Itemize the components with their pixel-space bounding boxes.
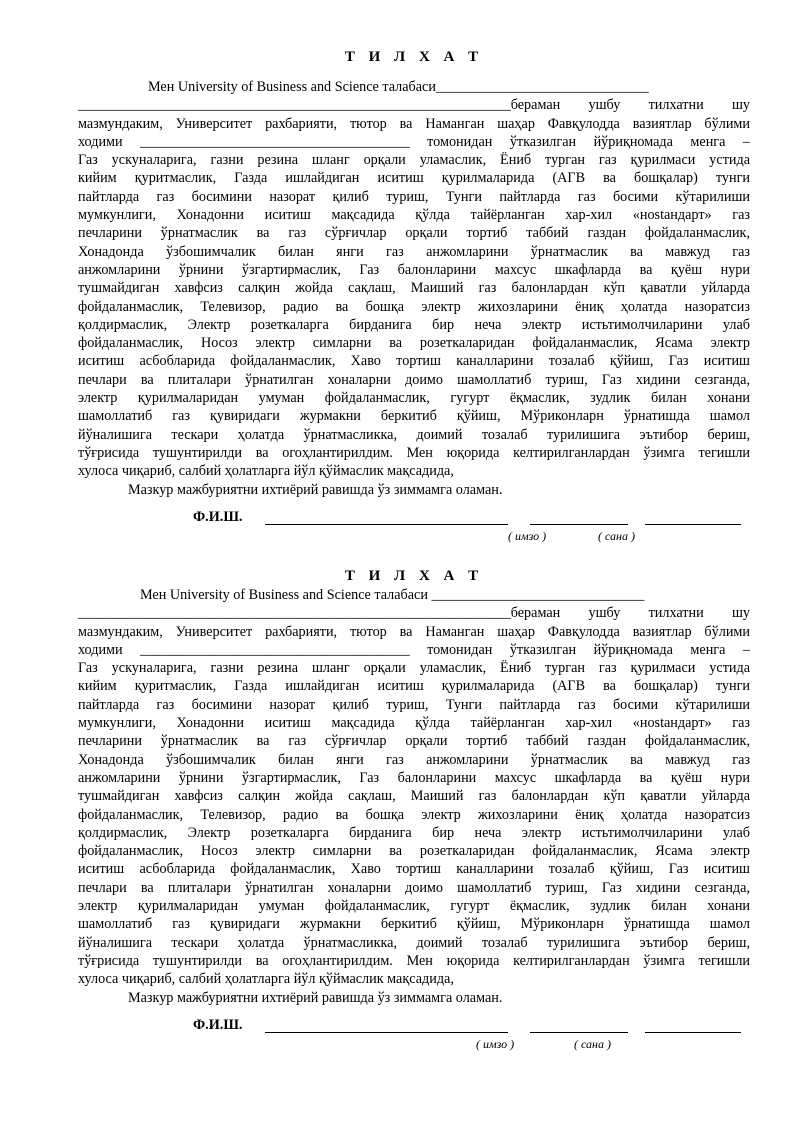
text-line: хулоса чиқариб, салбий ҳолатларга йўл қўймаслик мақсадида, [78,463,454,480]
text-line: иситиш асбобларида фойдаланмаслик, Хаво тортиш каналларини тозалаб қўйиш, Газ иситиш [78,353,750,370]
text-line: фойдаланмаслик, Носоз электр симларни ва розеткаларидан фойдаланмаслик, Ясама электр [78,335,750,352]
text-line: тўғрисида тушунтирилди ва огоҳлантирилдим. Мен юқорида келтирилганлардан ўзимга тегишли [78,444,750,461]
text-line: қолдирмаслик, Электр розеткаларга бирданига бир неча электр истьтимолчиларини улаб [78,316,750,333]
text-line: электр қурилмаларидан умуман фойдаланмаслик, гугурт ёқмаслик, зудлик билан хонани [78,390,750,407]
text-line: шамоллатиб газ қувиридаги журмакни беркитиб қўйиш, Мўриконларн ўрнатишда шамол [78,408,750,425]
text-line: тушмайдиган хавфсиз салқин жойда сақлаш, Маиший газ балонлардан кўп қаватли уйларда [78,280,750,297]
receipt-1 [78,47,750,547]
text-line: печлари ва плиталари ўрнатилган хоналарни доимо шамоллатиб туриш, Газ хидини сезганда, [78,879,750,896]
fio-line[interactable] [265,1032,508,1033]
text-line: тўғрисида тушунтирилди ва огоҳлантирилдим. Мен юқорида келтирилганлардан ўзимга тегишли [78,952,750,969]
text-line: Газ ускуналарига, газни резина шланг орқали уламаслик, Ёниб турган газ қурилмаси устида [78,152,750,169]
text-line: мазмундаким, Университет рахбарияти, тютор ва Наманган шаҳар Фавқулодда вазиятлар бўлими [78,623,750,640]
text-line: пайтларда газ босимини назорат қилиб туриш, Тунги пайтларда газ босими кўтарилиши [78,188,750,205]
text-line: ходими ______________________________________ томонидан ўтказилган йўриқномада менга – [78,641,750,658]
text-line: Хонадонда ўзбошимчалик билан янги газ анжомларини ўрнатмаслик ва мавжуд газ [78,751,750,768]
signature-label: ( имзо ) [508,528,547,543]
fio-label: Ф.И.Ш. [193,1016,243,1033]
text-line: иситиш асбобларида фойдаланмаслик, Хаво тортиш каналларини тозалаб қўйиш, Газ иситиш [78,861,750,878]
text-line: анжомларини ўрнини ўзгартирмаслик, Газ балонларини махсус шкафларда ва қуёш нури [78,769,750,786]
text-line: йўналишига тескари ҳолатда ўрнатмасликка, доимий тозалаб турилишига эътибор бериш, [78,426,750,443]
text-line: электр қурилмаларидан умуман фойдаланмаслик, гугурт ёқмаслик, зудлик билан хонани [78,898,750,915]
text-line: печларини ўрнатмаслик ва газ сўрғичлар орқали тортиб таббий газдан фойдаланмаслик, [78,225,750,242]
signature-section [78,507,750,547]
text-line: тушмайдиган хавфсиз салқин жойда сақлаш, Маиший газ балонлардан кўп қаватли уйларда [78,788,750,805]
text-line: _____________________________________________________________бераман ушбу тилхатни шу [78,605,750,622]
text-line: фойдаланмаслик, Телевизор, радио ва бошқа электр жихозларини ёниқ ҳолатда назоратсиз [78,806,750,823]
receipt-title: Т И Л Х А Т [344,568,484,584]
date-label: ( сана ) [598,528,635,543]
text-line: мумкунлиги, Хонадонни иситиш мақсадида қўлда тайёрланган хар-хил «нostандарт» газ [78,715,750,732]
date-line[interactable] [645,524,741,525]
text-line: мазмундаким, Университет рахбарияти, тютор ва Наманган шаҳар Фавқулодда вазиятлар бўлими [78,115,750,132]
fio-line[interactable] [265,524,508,525]
text-line: хулоса чиқариб, салбий ҳолатларга йўл қўймаслик мақсадида, [78,971,454,988]
text-line: шамоллатиб газ қувиридаги журмакни беркитиб қўйиш, Мўриконларн ўрнатишда шамол [78,916,750,933]
text-line: фойдаланмаслик, Телевизор, радио ва бошқа электр жихозларини ёниқ ҳолатда назоратсиз [78,298,750,315]
text-line: ходими ______________________________________ томонидан ўтказилган йўриқномада менга – [78,133,750,150]
text-line: печлари ва плиталари ўрнатилган хоналарни доимо шамоллатиб туриш, Газ хидини сезганда, [78,371,750,388]
text-line: анжомларини ўрнини ўзгартирмаслик, Газ балонларини махсус шкафларда ва қуёш нури [78,261,750,278]
text-line: _____________________________________________________________бераман ушбу тилхатни шу [78,97,750,114]
text-line: мумкунлиги, Хонадонни иситиш мақсадида қўлда тайёрланган хар-хил «нostандарт» газ [78,207,750,224]
text-line: Мен University of Business and Science талабаси______________________________ [148,79,649,95]
signature-line[interactable] [530,524,628,525]
date-line[interactable] [645,1032,741,1033]
receipt-title: Т И Л Х А Т [344,49,484,65]
signature-section [78,1015,750,1055]
text-line: Хонадонда ўзбошимчалик билан янги газ анжомларини ўрнатмаслик ва мавжуд газ [78,243,750,260]
text-line: қолдирмаслик, Электр розеткаларга бирданига бир неча электр истьтимолчиларини улаб [78,824,750,841]
signature-line[interactable] [530,1032,628,1033]
receipt-2 [78,566,750,1055]
text-line: йўналишига тескари ҳолатда ўрнатмасликка, доимий тозалаб турилишига эътибор бериш, [78,934,750,951]
text-line: печларини ўрнатмаслик ва газ сўрғичлар орқали тортиб таббий газдан фойдаланмаслик, [78,733,750,750]
text-line: Мазкур мажбуриятни ихтиёрий равишда ўз зиммамга оламан. [128,989,503,1006]
fio-label: Ф.И.Ш. [193,508,243,525]
text-line: Мазкур мажбуриятни ихтиёрий равишда ўз зиммамга оламан. [128,481,503,498]
text-line: Мен University of Business and Science талабаси ______________________________ [140,587,645,603]
text-line: пайтларда газ босимини назорат қилиб туриш, Тунги пайтларда газ босими кўтарилиши [78,696,750,713]
text-line: кийим қуритмаслик, Газда ишлайдиган иситиш қурилмаларида (АГВ ва бошқалар) тунги [78,678,750,695]
date-label: ( сана ) [574,1036,611,1051]
text-line: Газ ускуналарига, газни резина шланг орқали уламаслик, Ёниб турган газ қурилмаси устида [78,660,750,677]
text-line: фойдаланмаслик, Носоз электр симларни ва розеткаларидан фойдаланмаслик, Ясама электр [78,843,750,860]
signature-label: ( имзо ) [476,1036,515,1051]
text-line: кийим қуритмаслик, Газда ишлайдиган иситиш қурилмаларида (АГВ ва бошқалар) тунги [78,170,750,187]
